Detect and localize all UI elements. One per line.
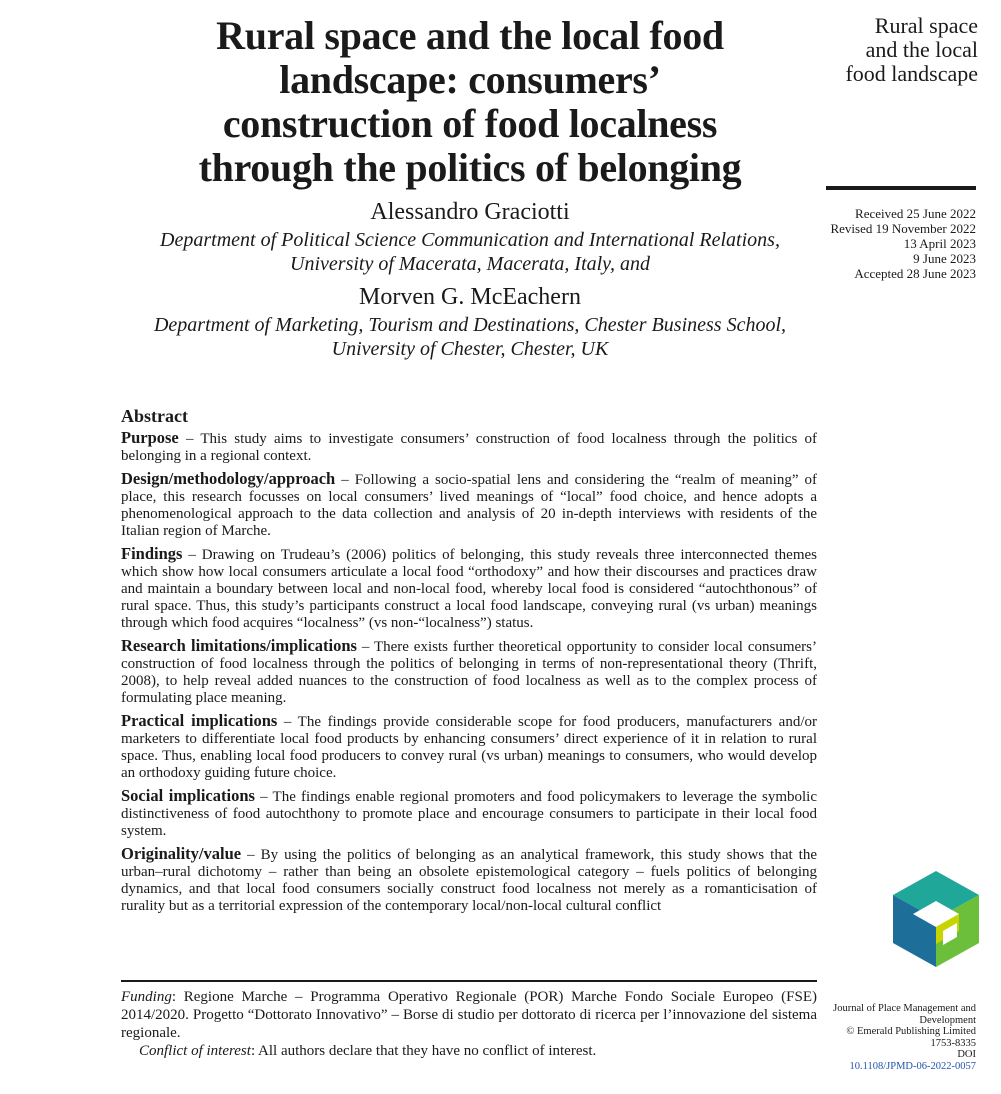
date-revised: Revised 19 November 2022	[830, 221, 976, 236]
journal-info	[826, 1003, 976, 1072]
conflict-of-interest-note	[121, 1042, 817, 1060]
date-accepted: Accepted 28 June 2023	[854, 266, 976, 281]
section-label: Purpose	[121, 428, 179, 447]
date-received: Received 25 June 2022	[855, 206, 976, 221]
title-line: Rural space and the local food	[216, 13, 724, 58]
section-text: – There exists further theoretical opportunity to consider local consumers’ construction of food localness through the politics of belonging in terms of non-representational theory (Thrift, 2008), to help reveal added nuances to the construction of food localness as well as to the complex process of formulating place meaning.	[121, 639, 818, 706]
abstract	[121, 405, 817, 920]
section-label: Design/methodology/approach	[121, 469, 336, 488]
journal-line: Development	[919, 1014, 976, 1026]
abstract-findings	[121, 545, 817, 632]
running-title-line: food landscape	[845, 61, 978, 86]
abstract-originality	[121, 845, 817, 915]
funding-note	[121, 988, 817, 1042]
section-text: – Drawing on Trudeau’s (2006) politics of belonging, this study reveals three interconnected themes which show how local consumers articulate a local food “orthodoxy” and how their discourses and practices draw and maintain a boundary between local and non-local food, whereby local food is considered “autochthonous” of rural space. Thus, this study’s participants construct a local food landscape, conveying rural (vs urban) meanings through which food acquires “localness” (vs non-“localness”) status.	[121, 547, 817, 631]
section-text: – By using the politics of belonging as an analytical framework, this study shows that the urban–rural dichotomy – rather than being an obsolete epistemological category – fuels politics of belonging dynamics, and that local food consumers socially construct food localness not merely as a romanticisation of rurality but as a territorial expression of the contemporary local/non-local cultural conflict	[121, 847, 817, 914]
abstract-research-limitations	[121, 637, 817, 707]
section-label: Practical implications	[121, 711, 278, 730]
section-text: – The findings provide considerable scope for food producers, manufacturers and/or marketers to differentiate local food products by enhancing consumers’ direct experience of it in relation to rural space. Thus, enabling local food producers to convey rural (vs urban) meanings to consumers, who would develop an orthodoxy guiding future choice.	[121, 714, 817, 781]
section-text: – This study aims to investigate consumers’ construction of food localness through the politics of belonging in a regional context.	[121, 431, 817, 464]
affiliation-line: Department of Marketing, Tourism and Destinations, Chester Business School,	[153, 314, 787, 336]
section-text: – Following a socio-spatial lens and considering the “realm of meaning” of place, this research focusses on local consumers’ lived meanings of “local” food choice, and hence adopts a phenomenological approach to the data collection and analysis of 20 in-depth interviews with residents of the Italian region of Marche.	[121, 472, 817, 539]
abstract-social-implications	[121, 787, 817, 840]
abstract-purpose	[121, 429, 817, 465]
author-name-2: Morven G. McEachern	[359, 284, 581, 310]
author-name-1: Alessandro Graciotti	[370, 199, 570, 225]
journal-line: © Emerald Publishing Limited	[846, 1026, 976, 1037]
author-affiliation-1	[120, 228, 820, 276]
doi-prefix: DOI	[957, 1049, 976, 1060]
running-title-line: and the local	[865, 37, 978, 62]
journal-line: 1753-8335	[930, 1037, 976, 1049]
funding-label: Funding	[121, 989, 172, 1005]
section-text: – The findings enable regional promoters and food policymakers to leverage the symbolic distinctiveness of food autochthony to promote place and encourage consumers to participate in their local food system.	[121, 789, 817, 839]
abstract-practical-implications	[121, 712, 817, 782]
doi-link[interactable]: 10.1108/JPMD-06-2022-0057	[849, 1060, 976, 1072]
section-label: Social implications	[121, 786, 255, 805]
footnote-divider	[121, 980, 817, 982]
coi-text: : All authors declare that they have no conflict of interest.	[250, 1043, 597, 1059]
abstract-heading: Abstract	[121, 406, 188, 426]
affiliation-line: Department of Political Science Communication and International Relations,	[160, 229, 780, 251]
affiliation-line: University of Chester, Chester, UK	[331, 338, 609, 360]
running-title-line: Rural space	[874, 13, 978, 38]
funding-text: : Regione Marche – Programma Operativo Regionale (POR) Marche Fondo Sociale Europeo (FSE) 2014/2020. Progetto “Dottorato Innovativo” – Borse di studio per dottorato di ricerca per l’innovazione del sistema regionale.	[121, 989, 817, 1041]
title-line: construction of food localness	[222, 101, 718, 146]
abstract-design	[121, 470, 817, 540]
doi-line	[826, 1049, 976, 1072]
emerald-logo-icon	[893, 871, 979, 967]
title-line: through the politics of belonging	[198, 145, 742, 190]
title-line: landscape: consumers’	[279, 57, 661, 102]
running-title	[826, 14, 978, 86]
coi-label: Conflict of interest	[139, 1043, 251, 1059]
footnotes	[121, 988, 817, 1060]
date-revised: 13 April 2023	[903, 236, 976, 251]
author-affiliation-2	[120, 313, 820, 361]
section-label: Research limitations/implications	[121, 636, 357, 655]
submission-dates	[826, 206, 976, 281]
section-label: Findings	[121, 544, 183, 563]
affiliation-line: University of Macerata, Macerata, Italy, and	[290, 253, 650, 275]
article-title	[120, 14, 820, 190]
section-label: Originality/value	[121, 844, 242, 863]
running-title-divider	[826, 186, 976, 190]
journal-line: Journal of Place Management and	[833, 1003, 976, 1014]
date-revised: 9 June 2023	[913, 251, 976, 266]
